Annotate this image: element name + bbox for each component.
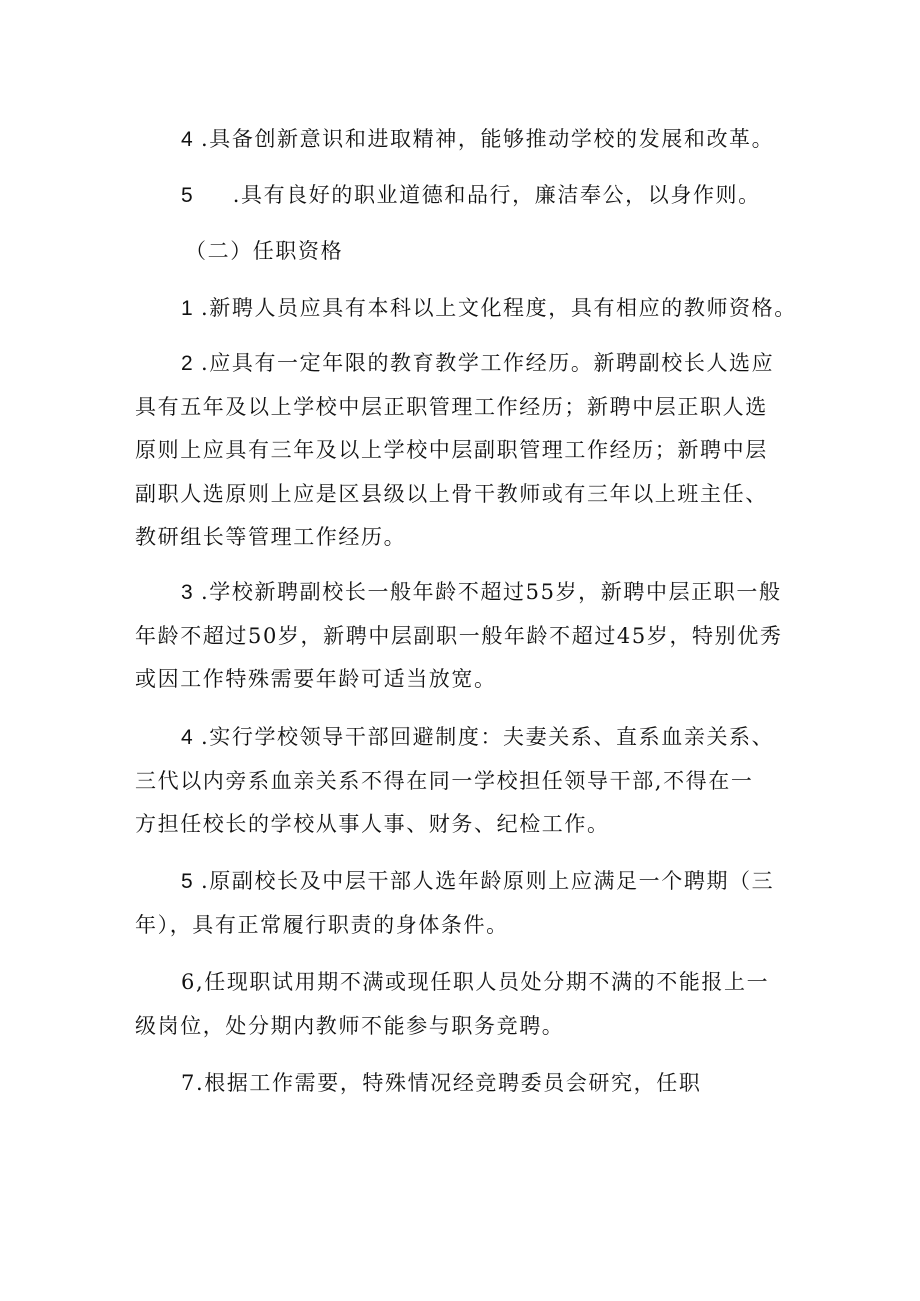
paragraph-line: 年），具有正常履行职责的身体条件。 [135, 912, 509, 937]
paragraph-line: .实行学校领导干部回避制度：夫妻关系、直系血亲关系、 [200, 725, 775, 749]
item-number: 5 [181, 870, 193, 893]
paragraph-6-probation [135, 961, 795, 1048]
paragraph-line: .具有良好的职业道德和品行，廉洁奉公，以身作则。 [232, 183, 761, 207]
item-number: 1 [181, 297, 193, 320]
item-number: 4 [181, 726, 193, 749]
paragraph-line: 6,任现职试用期不满或现任职人员处分期不满的不能报上一 [181, 970, 770, 994]
paragraph-line: .新聘人员应具有本科以上文化程度，具有相应的教师资格。 [200, 296, 797, 320]
paragraph-line: 三代以内旁系血亲关系不得在同一学校担任领导干部,不得在一 [135, 768, 754, 793]
paragraph-line: 原则上应具有三年及以上学校中层副职管理工作经历；新聘中层 [135, 438, 768, 462]
paragraph-line: 具有五年及以上学校中层正职管理工作经历；新聘中层正职人选 [135, 394, 768, 419]
item-number: 4 [181, 128, 193, 151]
paragraph-line: 方担任校长的学校从事人事、财务、纪检工作。 [135, 812, 610, 836]
paragraph-3-age [135, 571, 795, 702]
item-number: 3 [181, 581, 193, 604]
paragraph-1-education [135, 287, 795, 331]
paragraph-5-ethics [135, 174, 795, 218]
paragraph-line: 年龄不超过50岁，新聘中层副职一般年龄不超过45岁，特别优秀 [135, 623, 783, 648]
paragraph-line: 7.根据工作需要，特殊情况经竞聘委员会研究，任职 [181, 1071, 702, 1095]
item-number: 2 [181, 352, 193, 375]
paragraph-line: 或因工作特殊需要年龄可适当放宽。 [135, 667, 497, 691]
paragraph-5-term [135, 860, 795, 947]
paragraph-4-innovation [135, 118, 795, 162]
paragraph-line: .学校新聘副校长一般年龄不超过55岁，新聘中层正职一般 [200, 580, 782, 604]
item-number: 5 [181, 184, 193, 207]
paragraph-line: .原副校长及中层干部人选年龄原则上应满足一个聘期（三 [200, 869, 775, 893]
paragraph-line: .应具有一定年限的教育教学工作经历。新聘副校长人选应 [200, 351, 775, 375]
paragraph-4-avoidance [135, 716, 795, 847]
section-heading: （二）任职资格 [185, 239, 344, 263]
paragraph-2-experience [135, 342, 795, 560]
paragraph-line: 级岗位，处分期内教师不能参与职务竞聘。 [135, 1013, 565, 1038]
paragraph-line: 副职人选原则上应是区县级以上骨干教师或有三年以上班主任、 [135, 481, 768, 506]
section-heading-qualifications [135, 230, 795, 274]
paragraph-line: .具备创新意识和进取精神，能够推动学校的发展和改革。 [200, 127, 775, 151]
paragraph-line: 教研组长等管理工作经历。 [135, 525, 407, 549]
paragraph-7-special [135, 1062, 795, 1106]
